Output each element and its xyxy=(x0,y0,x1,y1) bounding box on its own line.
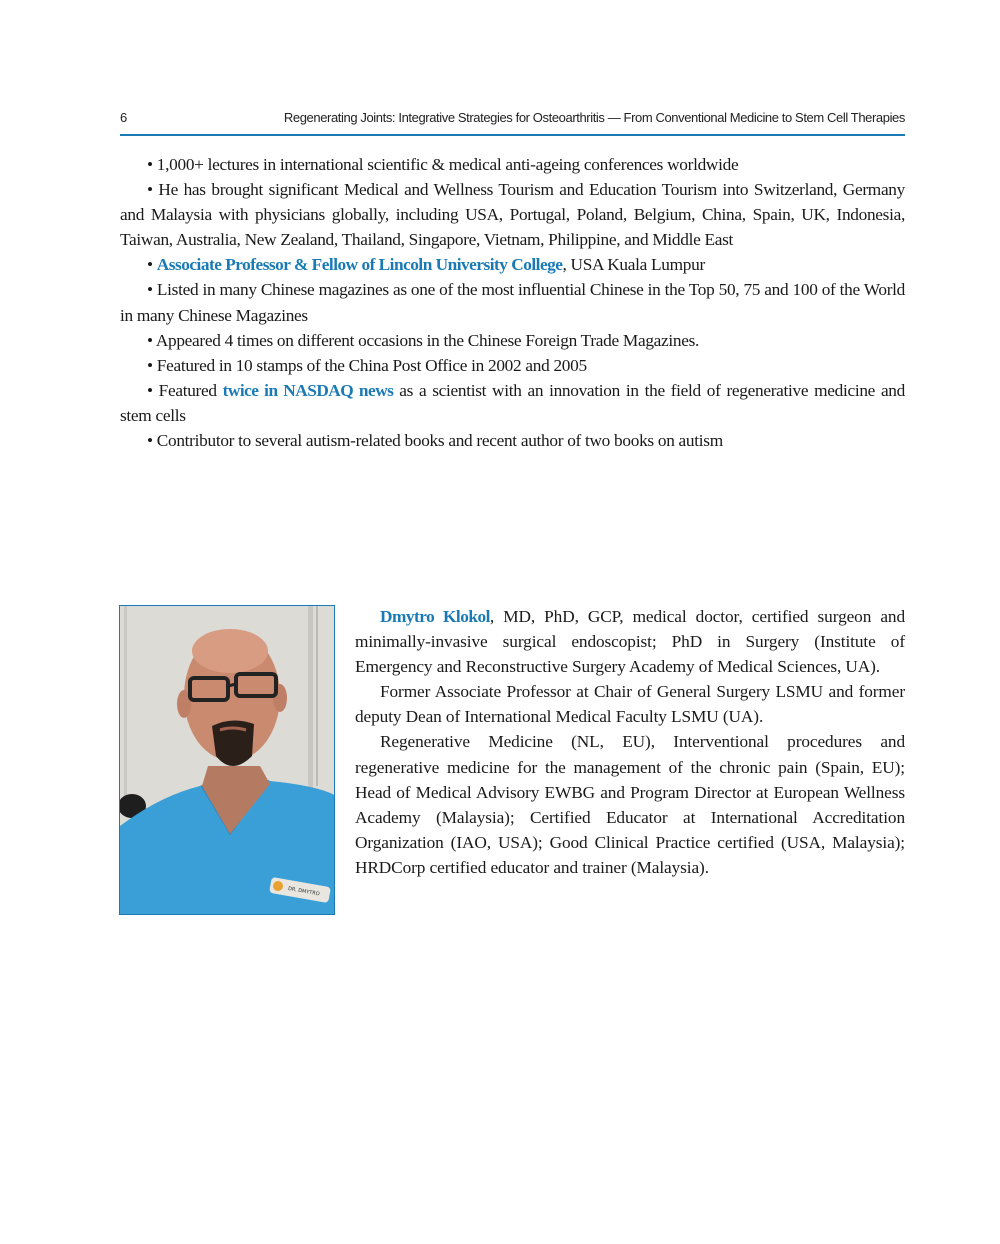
author-bio xyxy=(355,604,905,880)
author-name: Dmytro Klokol xyxy=(380,607,490,626)
list-item: • Featured in 10 stamps of the China Post Office in 2002 and 2005 xyxy=(147,355,587,375)
header-rule xyxy=(120,134,905,136)
bio-paragraph: Former Associate Professor at Chair of General Surgery LSMU and former deputy Dean of International Medical Faculty LSMU (UA). xyxy=(355,682,905,727)
page-header xyxy=(120,110,905,128)
list-item: • Listed in many Chinese magazines as one of the most influential Chinese in the Top 50, 75 and 100 of the World in many Chinese Magazines xyxy=(120,280,905,325)
portrait-illustration xyxy=(120,606,335,915)
achievements-list xyxy=(120,152,905,453)
page-number: 6 xyxy=(120,110,127,125)
highlight-lincoln-university: Associate Professor & Fellow of Lincoln University College xyxy=(156,255,563,275)
svg-text:DR. DMYTRO: DR. DMYTRO xyxy=(287,885,321,898)
bio-paragraph: Regenerative Medicine (NL, EU), Interventional procedures and regenerative medicine for the management of the chronic pain (Spain, EU); Head of Medical Advisory EWBG and Program Director at European Wellness Academy (Malaysia); Certified Educator at International Accreditation Organization (IAO, USA); Good Clinical Practice certified (USA, Malaysia); HRDCorp certified educator and trainer (Malaysia). xyxy=(355,732,905,877)
highlight-nasdaq: twice in NASDAQ news xyxy=(222,380,394,400)
list-item: • He has brought significant Medical and Wellness Tourism and Education Tourism into Switzerland, Germany and Malaysia with physicians globally, including USA, Portugal, Poland, Belgium, China, Spain, UK, Indonesia, Taiwan, Australia, New Zealand, Thailand, Singapore, Vietnam, Philippine, and Middle East xyxy=(120,180,905,250)
list-item: • Associate Professor & Fellow of Lincoln University College, USA Kuala Lumpur xyxy=(147,255,705,275)
author-photo xyxy=(119,605,335,915)
list-item: • Contributor to several autism-related books and recent author of two books on autism xyxy=(147,431,723,451)
running-title: Regenerating Joints: Integrative Strategies for Osteoarthritis — From Conventional Medicine to Stem Cell Therapies xyxy=(283,110,905,125)
list-item: • 1,000+ lectures in international scientific & medical anti-ageing conferences worldwide xyxy=(147,155,739,174)
list-item: • Appeared 4 times on different occasions in the Chinese Foreign Trade Magazines. xyxy=(147,330,700,350)
list-item: • Featured twice in NASDAQ news as a scientist with an innovation in the field of regenerative medicine and stem cells xyxy=(120,380,905,425)
bio-paragraph: Dmytro Klokol, MD, PhD, GCP, medical doctor, certified surgeon and minimally-invasive surgical endoscopist; PhD in Surgery (Institute of Emergency and Reconstructive Surgery Academy of Medical Sciences, UA). xyxy=(355,607,905,677)
